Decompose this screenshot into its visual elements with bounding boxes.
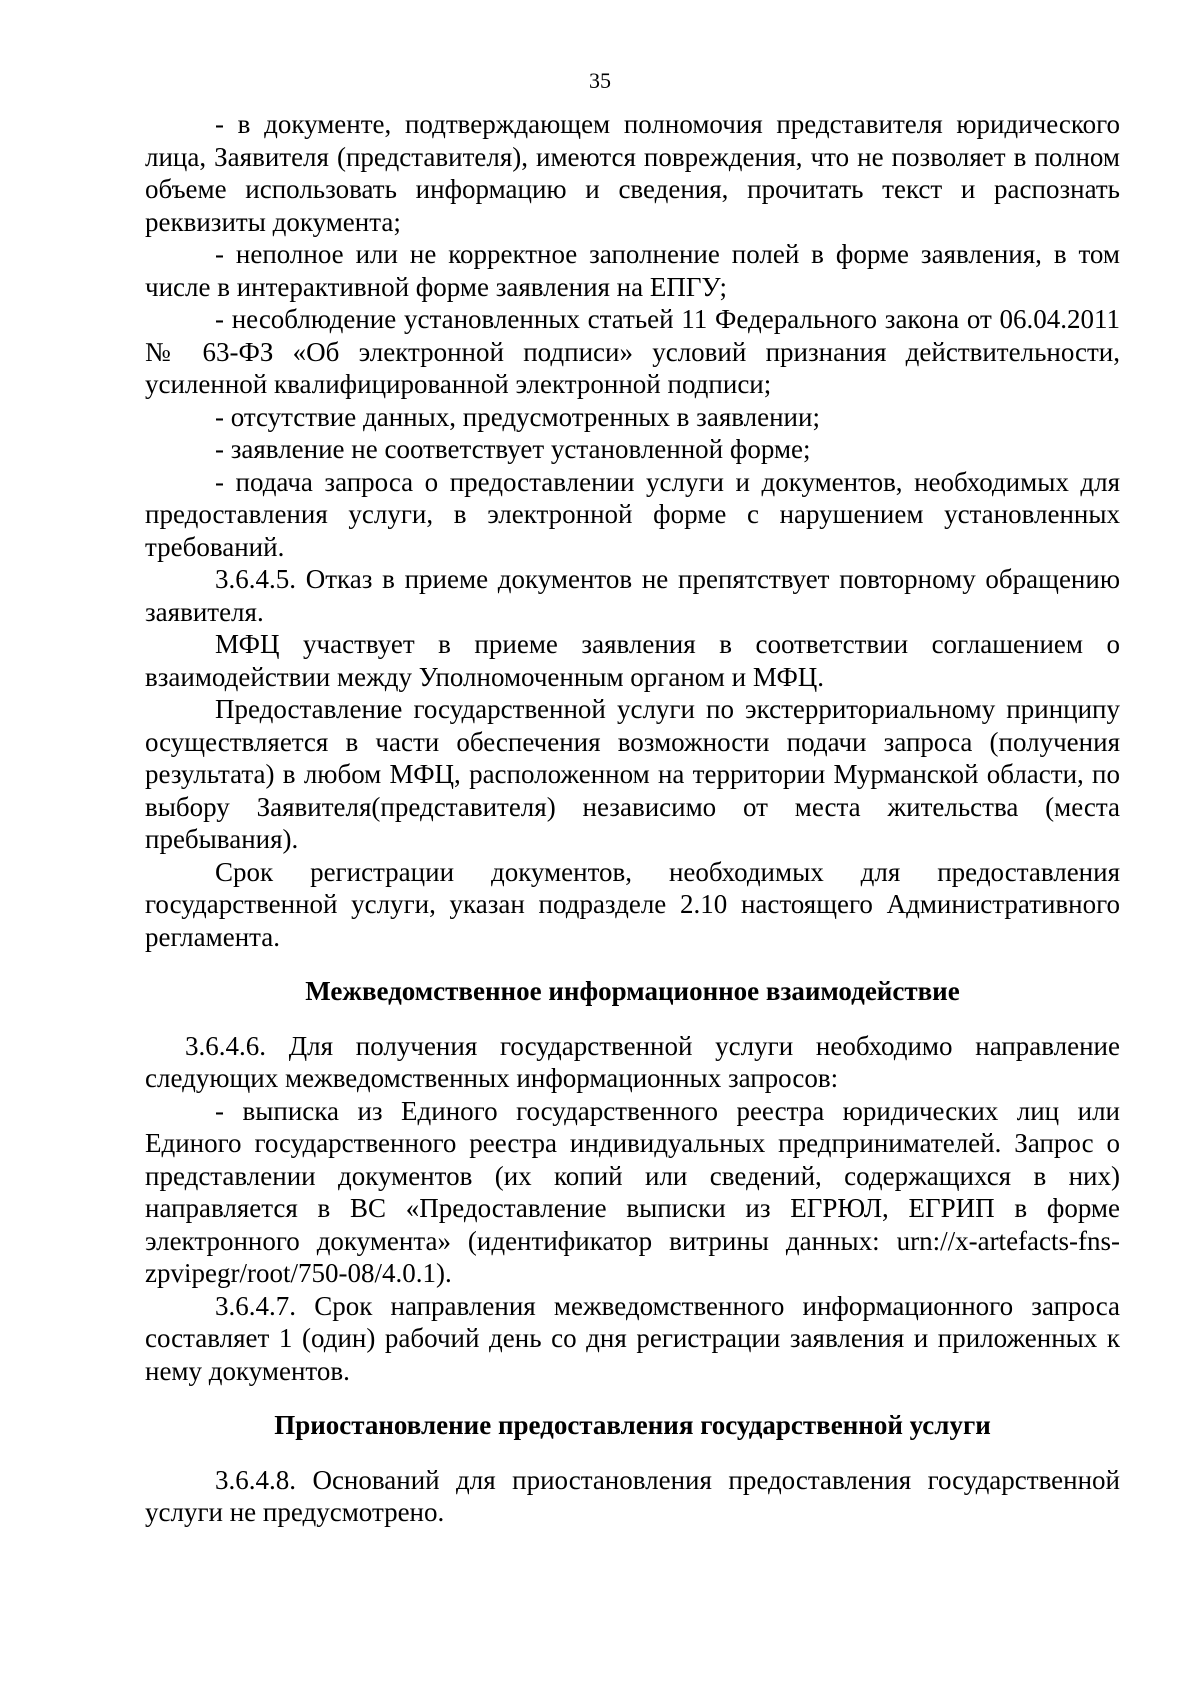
document-body [145, 108, 1120, 1529]
paragraph-bullet-egrul-extract: - выписка из Единого государственного реестра юридических лиц или Единого государственного реестра индивидуальных предпринимателей. Запрос о представлении документов (их копий или сведений, содержащихся в них) направляется в ВС «Предоставление выписки из ЕГРЮЛ, ЕГРИП в форме электронного документа» (идентификатор витрины данных: urn://x-artefacts-fns-zpvipegr/root/750-08/4.0.1). [145, 1095, 1120, 1288]
paragraph-3-6-4-8: 3.6.4.8. Оснований для приостановления предоставления государственной услуги не предусмотрено. [145, 1464, 1120, 1527]
paragraph-bullet-form-mismatch: - заявление не соответствует установленной форме; [215, 434, 811, 464]
paragraph-extraterritorial: Предоставление государственной услуги по экстерриториальному принципу осуществляется в части обеспечения возможности подачи запроса (получения результата) в любом МФЦ, расположенном на территории Мурманской области, по выбору Заявителя(представителя) независимо от места жительства (места пребывания). [145, 694, 1120, 854]
paragraph-bullet-incomplete-form: - неполное или не корректное заполнение полей в форме заявления, в том числе в интерактивной форме заявления на ЕПГУ; [145, 239, 1120, 302]
paragraph-bullet-missing-data: - отсутствие данных, предусмотренных в заявлении; [215, 401, 820, 432]
page-number: 35 [589, 68, 611, 93]
section-heading-suspension: Приостановление предоставления государственной услуги [274, 1410, 991, 1440]
paragraph-3-6-4-5: 3.6.4.5. Отказ в приеме документов не препятствует повторному обращению заявителя. [145, 564, 1120, 627]
paragraph-3-6-4-7: 3.6.4.7. Срок направления межведомственного информационного запроса составляет 1 (один) рабочий день со дня регистрации заявления и приложенных к нему документов. [145, 1290, 1120, 1386]
paragraph-registration-term: Срок регистрации документов, необходимых для предоставления государственной услуги, указан подразделе 2.10 настоящего Административного регламента. [145, 856, 1120, 952]
paragraph-mfc-participation: МФЦ участвует в приеме заявления в соответствии соглашением о взаимодействии между Уполномоченным органом и МФЦ. [145, 629, 1120, 692]
paragraph-bullet-signature-conditions: - несоблюдение установленных статьей 11 Федерального закона от 06.04.2011 № 63-ФЗ «Об электронной подписи» условий признания действительности, усиленной квалифицированной электронной подписи; [145, 304, 1120, 399]
paragraph-bullet-damaged-document: - в документе, подтверждающем полномочия представителя юридического лица, Заявителя (представителя), имеются повреждения, что не позволяет в полном объеме использовать информацию и сведения, прочитать текст и распознать реквизиты документа; [145, 109, 1120, 237]
section-heading-interagency: Межведомственное информационное взаимодействие [305, 976, 960, 1006]
paragraph-3-6-4-6: 3.6.4.6. Для получения государственной услуги необходимо направление следующих межведомственных информационных запросов: [145, 1030, 1120, 1093]
paragraph-bullet-electronic-submission: - подача запроса о предоставлении услуги и документов, необходимых для предоставления услуги, в электронной форме с нарушением установленных требований. [145, 466, 1120, 562]
